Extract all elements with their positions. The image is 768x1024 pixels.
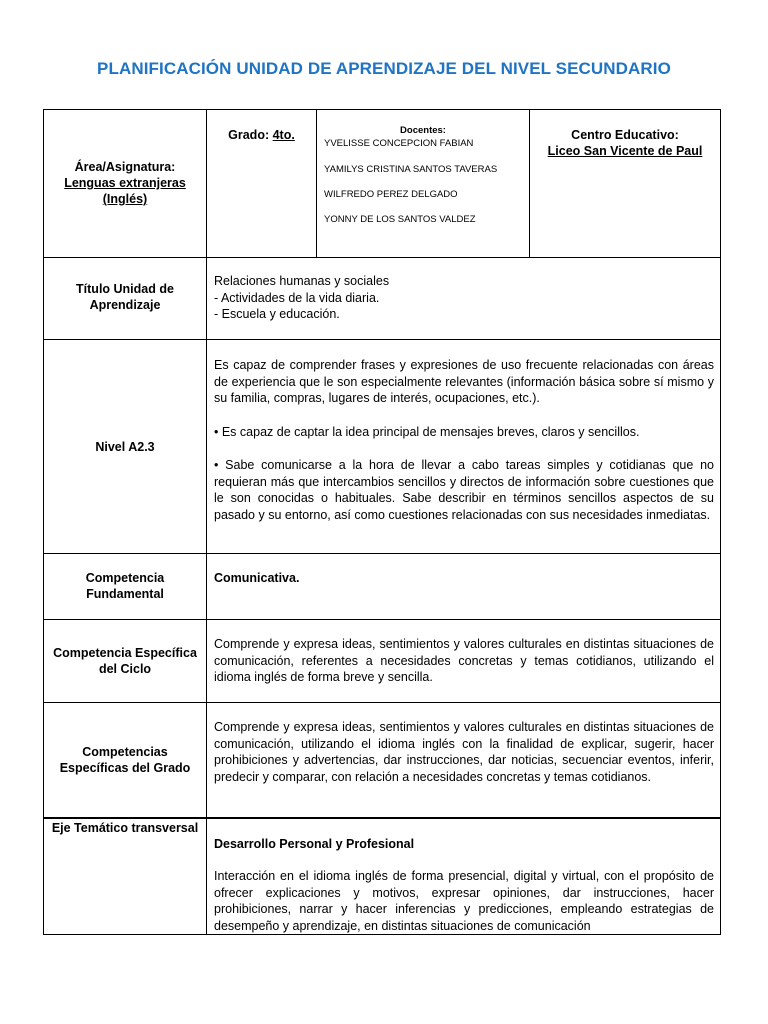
competencia-ciclo-label-line2: del Ciclo (98, 662, 152, 676)
nivel-paragraph: • Es capaz de captar la idea principal de mensajes breves, claros y sencillos. (214, 424, 640, 439)
grado-label: Grado: (228, 128, 270, 142)
competencias-grado-label-line1: Competencias (82, 744, 168, 759)
grado-cell (207, 110, 317, 258)
eje-tematico-label: Eje Temático transversal (51, 820, 199, 835)
docente-item: WILFREDO PEREZ DELGADO (324, 189, 458, 200)
docente-item: YAMILYS CRISTINA SANTOS TAVERAS (324, 164, 498, 175)
competencia-ciclo-label-line1: Competencia Específica (53, 646, 197, 660)
competencias-grado-value-cell (207, 703, 721, 818)
competencia-ciclo-label-cell (44, 620, 207, 703)
area-value-line1: Lenguas extranjeras (64, 176, 186, 190)
competencia-ciclo-value: Comprende y expresa ideas, sentimientos y valores culturales en distintas situaciones de comunicación, referentes a necesidades concretas y temas cotidianos, utilizando el idioma inglés de forma breve y sencilla. (214, 637, 714, 684)
header-row (44, 110, 721, 258)
competencias-grado-label-cell (44, 703, 207, 818)
grado-value: 4to. (272, 128, 295, 142)
competencia-fundamental-label-line1: Competencia (85, 571, 165, 585)
titulo-unidad-value-cell (207, 258, 721, 340)
competencias-grado-label-line2: Específicas del Grado (59, 760, 191, 775)
docentes-cell (317, 110, 530, 258)
competencias-grado-value: Comprende y expresa ideas, sentimientos y valores culturales en distintas situaciones de comunicación, utilizando el idioma inglés con la finalidad de explicar, sugerir, hacer prohibiciones y advertencias, dar instrucciones, dar noticias, secuenciar eventos, inferir, predecir y comparar, con relación a necesidades concretas y temas cotidianos. (214, 720, 714, 784)
competencia-fundamental-label-cell (44, 554, 207, 620)
titulo-unidad-line: - Actividades de la vida diaria. (214, 290, 380, 305)
area-label: Área/Asignatura: (74, 160, 176, 174)
competencias-grado-row (44, 703, 721, 818)
titulo-unidad-line: - Escuela y educación. (214, 307, 340, 321)
eje-tematico-value-cell (207, 818, 721, 935)
titulo-unidad-line: Relaciones humanas y sociales (214, 274, 390, 288)
nivel-paragraph: • Sabe comunicarse a la hora de llevar a cabo tareas simples y cotidianas que no requieran más que intercambios sencillos y directos de información sobre cuestiones que le son conocidas o habituales. Sabe describir en términos sencillos aspectos de su pasado y su entorno, así como cuestiones relacionadas con sus necesidades inmediatas. (214, 458, 714, 522)
eje-tematico-label-cell (44, 818, 207, 935)
nivel-label-cell (44, 340, 207, 554)
centro-label: Centro Educativo: (571, 128, 679, 142)
eje-tematico-value: Interacción en el idioma inglés de forma presencial, digital y virtual, con el propósito de ofrecer explicaciones y motivos, expresar opiniones, dar instrucciones, hacer prohibiciones, narrar y hacer inferencias y predicciones, empleando estrategias de desempeño y aprendizaje, en distintas situaciones de comunicación (214, 869, 714, 933)
competencia-ciclo-row (44, 620, 721, 703)
competencia-fundamental-value-cell (207, 554, 721, 620)
competencia-fundamental-label-line2: Fundamental (86, 587, 164, 601)
titulo-unidad-label-line2: Aprendizaje (89, 298, 161, 312)
competencia-fundamental-row (44, 554, 721, 620)
centro-value: Liceo San Vicente de Paul (547, 144, 703, 158)
docentes-label: Docentes: (400, 125, 446, 136)
planning-table (43, 109, 721, 935)
competencia-ciclo-value-cell (207, 620, 721, 703)
area-cell (44, 110, 207, 258)
eje-tematico-row (44, 818, 721, 935)
titulo-unidad-row (44, 258, 721, 340)
competencia-fundamental-value: Comunicativa. (214, 571, 300, 585)
nivel-row (44, 340, 721, 554)
docente-item: YVELISSE CONCEPCION FABIAN (324, 138, 474, 149)
nivel-paragraph: Es capaz de comprender frases y expresiones de uso frecuente relacionadas con áreas de experiencia que le son especialmente relevantes (información básica sobre sí mismo y su familia, compras, lugares de interés, ocupaciones, etc.). (214, 358, 714, 405)
eje-tematico-heading: Desarrollo Personal y Profesional (214, 836, 415, 851)
titulo-unidad-label-cell (44, 258, 207, 340)
titulo-unidad-label-line1: Título Unidad de (76, 282, 174, 296)
document-title: PLANIFICACIÓN UNIDAD DE APRENDIZAJE DEL NIVEL SECUNDARIO (97, 59, 671, 78)
area-value-line2: (Inglés) (102, 192, 148, 206)
nivel-value-cell (207, 340, 721, 554)
nivel-label: Nivel A2.3 (95, 439, 155, 454)
docente-item: YONNY DE LOS SANTOS VALDEZ (324, 214, 476, 225)
centro-cell (530, 110, 721, 258)
